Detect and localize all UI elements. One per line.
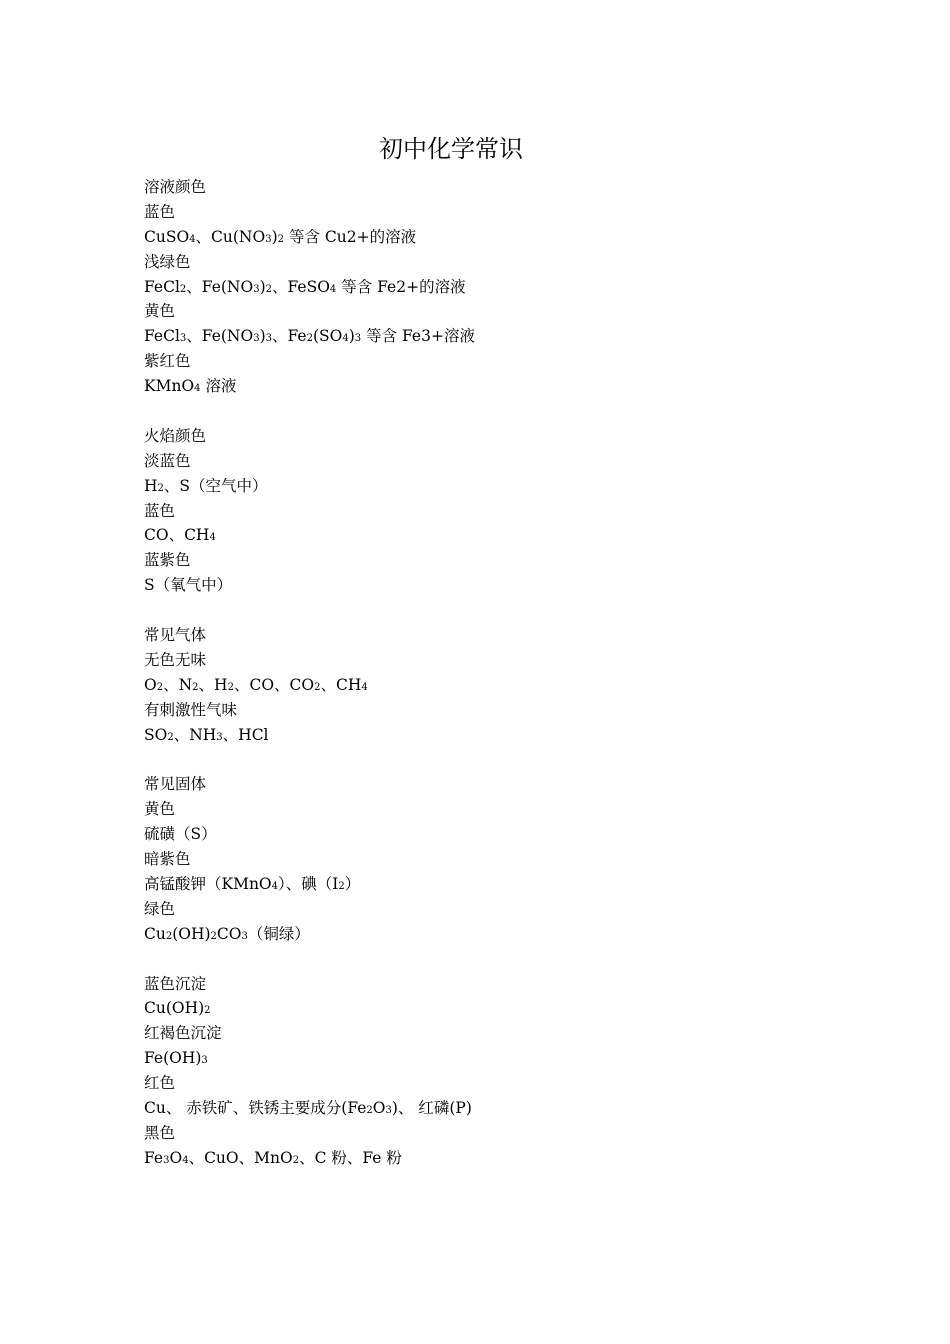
formula-text: 溶液: [200, 377, 237, 396]
formula-text: SO: [144, 725, 168, 744]
formula-text: CO: [216, 924, 242, 943]
formula-text: 、S（空气中）: [163, 476, 268, 495]
formula-text: 、C 粉、Fe 粉: [299, 1148, 402, 1167]
formula-text: ）、碘（I: [278, 874, 339, 893]
subscript-text: 3: [163, 1154, 170, 1166]
formula-text: 等含 Cu2+的溶液: [284, 227, 417, 246]
document-body: [144, 175, 844, 1171]
section-heading: 常见固体: [144, 775, 207, 794]
formula-text: O: [169, 1148, 183, 1167]
subscript-text: 3: [253, 333, 260, 345]
formula-text: 、CuO、MnO: [188, 1148, 293, 1167]
subscript-text: 3: [241, 930, 248, 942]
subscript-text: 2: [204, 1005, 211, 1017]
item-value: [144, 1096, 844, 1121]
formula-text: H: [144, 476, 158, 495]
item-label: 淡蓝色: [144, 451, 191, 470]
formula-text: 、CO、CO: [233, 675, 315, 694]
formula-text: ): [259, 277, 266, 296]
item-label: 蓝色: [144, 501, 176, 520]
section-spacer: [144, 747, 844, 772]
subscript-text: 3: [354, 333, 362, 345]
item-value: [144, 922, 844, 947]
item-value: [144, 872, 844, 897]
subscript-text: 2: [227, 681, 234, 693]
subscript-text: 4: [271, 880, 279, 892]
formula-text: Cu: [144, 924, 166, 943]
section-heading: 溶液颜色: [144, 178, 207, 196]
item-value: [144, 996, 844, 1021]
formula-text: FeCl: [144, 327, 180, 346]
formula-text: )、 红磷(P): [391, 1098, 472, 1117]
item-value: [144, 324, 844, 349]
section-spacer: [144, 947, 844, 972]
subscript-text: 4: [189, 233, 196, 245]
formula-text: Fe(OH): [144, 1049, 202, 1068]
item-label: 绿色: [144, 899, 176, 918]
item-label: 浅绿色: [144, 252, 191, 271]
formula-text: 、H: [198, 675, 228, 694]
item-label: 有刺激性气味: [144, 700, 238, 719]
formula-text: FeCl: [144, 277, 180, 296]
formula-text: 、Fe(NO: [186, 327, 254, 346]
item-value: [144, 275, 844, 300]
subscript-text: 2: [165, 930, 173, 942]
subscript-text: 2: [265, 283, 272, 295]
formula-text: 、Fe: [272, 327, 307, 346]
subscript-text: 2: [179, 283, 187, 295]
item-label: 无色无味: [144, 650, 207, 669]
subscript-text: 2: [156, 681, 164, 693]
formula-text: 、NH: [173, 725, 217, 744]
subscript-text: 3: [253, 283, 260, 295]
document-title: 初中化学常识: [379, 135, 523, 163]
item-value: [144, 374, 844, 399]
formula-text: 硫磺（S）: [144, 825, 217, 844]
formula-text: （铜绿）: [247, 924, 310, 943]
item-label: 黄色: [144, 800, 176, 819]
formula-text: S（氧气中）: [144, 576, 233, 595]
subscript-text: 2: [277, 233, 285, 245]
section-spacer: [144, 598, 844, 623]
formula-text: 、Cu(NO: [195, 227, 266, 246]
subscript-text: 3: [385, 1104, 392, 1116]
item-label: 黄色: [144, 302, 176, 321]
subscript-text: 4: [182, 1154, 189, 1166]
section-heading: 火焰颜色: [144, 426, 207, 445]
subscript-text: 2: [210, 930, 217, 942]
item-value: [144, 822, 844, 847]
item-label: 蓝色沉淀: [144, 974, 207, 993]
subscript-text: 2: [192, 681, 199, 693]
item-value: [144, 1146, 844, 1171]
item-label: 蓝色: [144, 202, 176, 221]
formula-text: O: [144, 675, 157, 694]
formula-text: (SO: [312, 327, 343, 346]
formula-text: Cu(OH): [144, 999, 205, 1018]
subscript-text: 2: [366, 1104, 373, 1116]
formula-text: Cu、 赤铁矿、铁锈主要成分(Fe: [144, 1098, 367, 1117]
item-value: [144, 723, 844, 748]
item-label: 紫红色: [144, 352, 191, 371]
formula-text: 、HCl: [222, 725, 269, 744]
subscript-text: 4: [329, 283, 337, 295]
subscript-text: 2: [338, 880, 345, 892]
formula-text: CuSO: [144, 227, 190, 246]
section-spacer: [144, 399, 844, 424]
item-label: 蓝紫色: [144, 551, 191, 570]
subscript-text: 4: [194, 383, 201, 395]
subscript-text: 2: [314, 681, 321, 693]
item-value: [144, 1046, 844, 1071]
item-value: [144, 573, 844, 598]
formula-text: 、N: [163, 675, 193, 694]
formula-text: ): [348, 327, 355, 346]
formula-text: 、FeSO: [272, 277, 330, 296]
item-label: 红褐色沉淀: [144, 1024, 222, 1043]
formula-text: ): [271, 227, 278, 246]
formula-text: CO、CH: [144, 526, 210, 545]
formula-text: Fe: [144, 1148, 164, 1167]
subscript-text: 4: [361, 681, 368, 693]
formula-text: 等含 Fe3+溶液: [361, 327, 475, 346]
item-label: 黑色: [144, 1123, 176, 1142]
formula-text: O: [372, 1098, 386, 1117]
subscript-text: 2: [167, 731, 174, 743]
item-value: [144, 225, 844, 250]
subscript-text: 3: [201, 1055, 208, 1067]
item-value: [144, 673, 844, 698]
formula-text: (OH): [172, 924, 211, 943]
formula-text: 高锰酸钾（KMnO: [144, 874, 272, 893]
subscript-text: 4: [209, 532, 216, 544]
subscript-text: 2: [292, 1154, 300, 1166]
formula-text: 、Fe(NO: [186, 277, 254, 296]
subscript-text: 4: [342, 333, 349, 345]
formula-text: KMnO: [144, 377, 195, 396]
subscript-text: 3: [216, 731, 223, 743]
subscript-text: 3: [265, 333, 272, 345]
item-label: 暗紫色: [144, 850, 191, 869]
formula-text: 等含 Fe2+的溶液: [336, 277, 466, 296]
subscript-text: 3: [265, 233, 272, 245]
item-value: [144, 474, 844, 499]
subscript-text: 3: [179, 333, 187, 345]
item-label: 红色: [144, 1074, 176, 1093]
formula-text: ): [259, 327, 266, 346]
item-value: [144, 523, 844, 548]
formula-text: 、CH: [320, 675, 362, 694]
subscript-text: 2: [157, 482, 164, 494]
formula-text: ）: [344, 874, 361, 893]
subscript-text: 2: [306, 333, 313, 345]
section-heading: 常见气体: [144, 626, 207, 645]
